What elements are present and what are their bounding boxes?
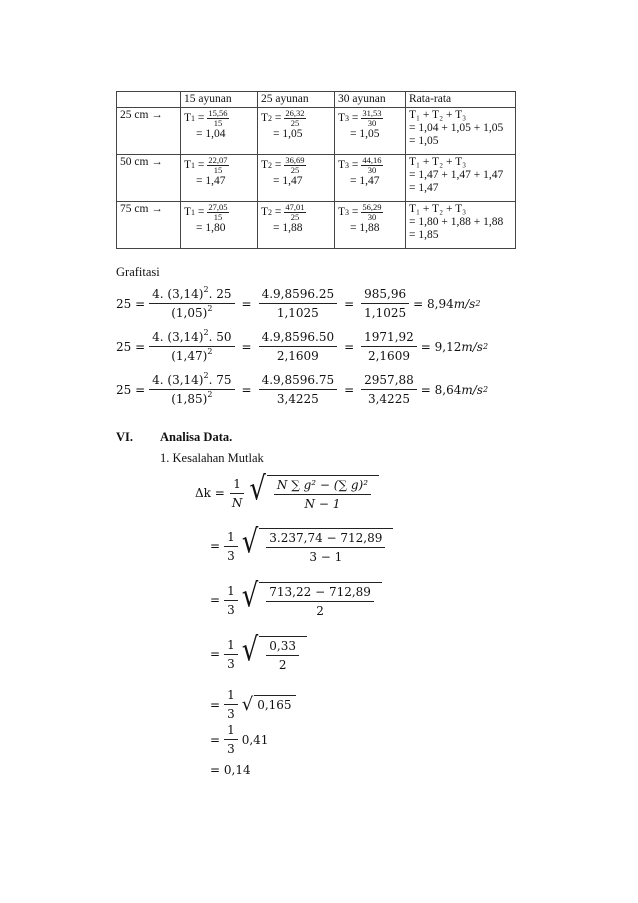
fraction <box>224 584 238 617</box>
square-root: √ 0,165 <box>242 695 296 715</box>
derivation-lhs: Δk = <box>195 486 225 500</box>
t-symbol: T <box>184 159 192 171</box>
numerator: 1 <box>224 638 238 655</box>
row-label: 75 cm → <box>117 202 181 249</box>
denominator: 3 − 1 <box>309 550 343 564</box>
denominator-base: (1,47) <box>171 349 208 363</box>
t-subscript: 1 <box>191 208 196 217</box>
average-line: = 1,04 + 1,05 + 1,05 <box>409 122 504 134</box>
equals: = <box>210 593 221 607</box>
denominator: 3 <box>227 548 235 563</box>
t-subscript: 3 <box>345 161 350 170</box>
fraction <box>149 287 234 320</box>
table-row <box>117 108 516 155</box>
section-number: VI. <box>116 430 134 444</box>
fraction <box>259 330 338 363</box>
denominator-base: (1,85) <box>171 392 208 406</box>
data-table <box>116 91 516 249</box>
square-root: √ $\frac{0,33}{2}$ <box>242 636 307 672</box>
t2-cell: T 2 = $\frac{36,69}{25}$ = 1,47 <box>258 155 335 202</box>
exponent: 2 <box>207 390 213 399</box>
fraction-denominator: 25 <box>290 118 300 128</box>
derivation-final: = 0,14 <box>210 763 251 777</box>
period-result: = 1,88 <box>273 222 303 234</box>
t1-cell: T 1 = $\frac{22,07}{15}$ = 1,47 <box>181 155 258 202</box>
t1-cell: T 1 = $\frac{27,05}{15}$ = 1,80 <box>181 202 258 249</box>
table-row <box>117 202 516 249</box>
fraction <box>224 723 238 756</box>
t3-cell: T 3 = $\frac{31,53}{30}$ = 1,05 <box>335 108 406 155</box>
list-item: 1. Kesalahan Mutlak <box>160 451 264 465</box>
t-subscript: 3 <box>345 114 350 123</box>
t-symbol: T <box>261 206 269 218</box>
t-symbol: T <box>338 206 346 218</box>
denominator: 1,1025 <box>364 306 407 320</box>
average-line: T₁ + T₂ + T₃ <box>409 203 467 215</box>
period-fraction <box>207 203 228 222</box>
fraction <box>224 530 238 563</box>
header-15-ayunan: 15 ayunan <box>181 92 258 108</box>
period-fraction <box>207 109 228 128</box>
period-result: = 1,47 <box>273 175 303 187</box>
period-result: = 1,05 <box>350 128 380 140</box>
fraction-denominator: 25 <box>290 165 300 175</box>
t2-cell: T 2 = $\frac{47,01}{25}$ = 1,88 <box>258 202 335 249</box>
fraction-numerator: 31,53 <box>362 108 382 118</box>
t3-cell: T 3 = $\frac{44,16}{30}$ = 1,47 <box>335 155 406 202</box>
numerator-base: 4. (3,14) <box>152 330 204 344</box>
derivation-step <box>210 723 268 756</box>
fraction-denominator: 15 <box>213 118 223 128</box>
period-result: = 1,88 <box>350 222 380 234</box>
fraction-denominator: 15 <box>213 165 223 175</box>
fraction-denominator: 25 <box>290 212 300 222</box>
radicand: 0,165 <box>254 695 295 715</box>
numerator: 1 <box>224 688 238 705</box>
fraction <box>149 373 234 406</box>
derivation-formula <box>195 470 379 511</box>
period-result: = 1,80 <box>196 222 226 234</box>
denominator: 3 <box>227 707 235 721</box>
denominator: 2,1609 <box>367 349 410 363</box>
average-line: T₁ + T₂ + T₃ <box>409 109 467 121</box>
fraction-numerator: 47,01 <box>285 202 305 212</box>
period-fraction <box>361 156 382 175</box>
numerator: 985,96 <box>361 287 409 304</box>
fraction <box>274 478 371 511</box>
t-symbol: T <box>338 112 346 124</box>
fraction <box>266 585 374 618</box>
t-symbol: T <box>184 112 192 124</box>
fraction <box>224 688 238 721</box>
result: = 8,94 <box>413 296 454 311</box>
equals: = <box>210 697 221 712</box>
denominator: 3,4225 <box>367 392 410 406</box>
numerator: 1971,92 <box>361 330 417 347</box>
fraction <box>361 330 417 363</box>
period-result: = 1,04 <box>196 128 226 140</box>
equals: = <box>210 539 221 553</box>
t-symbol: T <box>261 159 269 171</box>
square-root: √ $\frac{713,22 - 712,89}{2}$ <box>242 582 382 618</box>
average-line: = 1,05 <box>409 135 439 147</box>
average-line: = 1,85 <box>409 229 439 241</box>
t-subscript: 2 <box>268 161 273 170</box>
numerator: 0,33 <box>266 639 299 656</box>
numerator: 4.9,8596.75 <box>259 373 338 390</box>
unit: m/s <box>453 296 476 311</box>
unit: m/s <box>461 382 483 397</box>
denominator: N − 1 <box>304 497 341 511</box>
t-subscript: 2 <box>268 208 273 217</box>
numerator: 1 <box>224 584 238 601</box>
denominator: 2 <box>316 604 324 618</box>
exponent: 2 <box>203 285 209 294</box>
numerator-base: 4. (3,14) <box>152 373 204 387</box>
numerator: 1 <box>230 477 244 494</box>
numerator-tail: . 75 <box>208 373 232 387</box>
derivation-step <box>210 688 296 721</box>
average-line: = 1,80 + 1,88 + 1,88 <box>409 216 504 228</box>
denominator-base: (1,05) <box>171 306 208 320</box>
gravity-equation: 25 = $\frac{4. (3,14)^2. 75}{(1,85)^2}$ = $\frac{4.9,8596.75}{3,4225}$ = $\frac{2957,88}{3,4225}$ = 8,64 m/s 2 <box>116 371 489 406</box>
t-symbol: T <box>261 112 269 124</box>
fraction-numerator: 15,56 <box>208 108 228 118</box>
header-25-ayunan: 25 ayunan <box>258 92 335 108</box>
denominator: 3 <box>227 656 235 671</box>
numerator-tail: . 50 <box>208 330 232 344</box>
fraction-numerator: 56,29 <box>362 202 382 212</box>
numerator: 1 <box>224 723 238 740</box>
result: = 8,64 <box>420 382 462 397</box>
gravity-equation: 25 = $\frac{4. (3,14)^2. 50}{(1,47)^2}$ = $\frac{4.9,8596.50}{2,1609}$ = $\frac{1971,92}{2,1609}$ = 9,12 m/s 2 <box>116 328 489 363</box>
step-value: 0,41 <box>241 732 269 747</box>
t3-cell: T 3 = $\frac{56,29}{30}$ = 1,88 <box>335 202 406 249</box>
denominator: N <box>231 495 243 510</box>
numerator-base: 4. (3,14) <box>152 287 204 301</box>
row-label: 25 cm → <box>117 108 181 155</box>
section-title: Analisa Data. <box>160 430 233 444</box>
derivation-step <box>210 523 393 564</box>
average-line: = 1,47 <box>409 182 439 194</box>
fraction <box>361 287 409 320</box>
exponent: 2 <box>203 371 209 380</box>
fraction-numerator: 26,32 <box>285 108 305 118</box>
header-rata-rata: Rata-rata <box>406 92 516 108</box>
fraction <box>259 287 338 320</box>
header-30-ayunan: 30 ayunan <box>335 92 406 108</box>
numerator: 4.9,8596.25 <box>259 287 338 304</box>
fraction <box>361 373 417 406</box>
exponent: 2 <box>207 304 213 313</box>
denominator: 2 <box>278 658 287 672</box>
fraction <box>149 330 234 363</box>
gravity-equation: 25 = $\frac{4. (3,14)^2. 25}{(1,05)^2}$ = $\frac{4.9,8596.25}{1,1025}$ = $\frac{985,96}{1,1025}$ = 8,94 m/s 2 <box>116 285 481 320</box>
denominator: 3 <box>227 602 235 617</box>
unit: m/s <box>461 339 483 354</box>
t-subscript: 3 <box>345 208 350 217</box>
numerator: 4.9,8596.50 <box>259 330 338 347</box>
t-symbol: T <box>184 206 192 218</box>
derivation-step <box>210 631 307 672</box>
equation-lhs: 25 = <box>116 382 146 397</box>
exponent: 2 <box>203 328 209 337</box>
fraction <box>259 373 338 406</box>
table-row <box>117 155 516 202</box>
fraction-numerator: 44,16 <box>362 155 382 165</box>
fraction-denominator: 30 <box>367 212 377 222</box>
fraction-denominator: 30 <box>367 165 377 175</box>
period-result: = 1,05 <box>273 128 303 140</box>
t2-cell: T 2 = $\frac{26,32}{25}$ = 1,05 <box>258 108 335 155</box>
fraction <box>229 477 246 510</box>
fraction <box>224 638 238 671</box>
numerator: 3.237,74 − 712,89 <box>266 531 385 548</box>
denominator: 2,1609 <box>276 349 319 363</box>
numerator: 713,22 − 712,89 <box>266 585 374 602</box>
period-fraction <box>284 109 305 128</box>
t-subscript: 2 <box>268 114 273 123</box>
table-header-row <box>117 92 516 108</box>
denominator: 3 <box>227 742 235 756</box>
period-fraction <box>284 203 305 222</box>
fraction <box>266 639 299 672</box>
exponent: 2 <box>207 347 213 356</box>
equals: = <box>210 732 221 747</box>
header-cell-blank <box>117 92 181 108</box>
fraction-numerator: 27,05 <box>208 202 228 212</box>
denominator: 3,4225 <box>276 392 319 406</box>
t-subscript: 1 <box>191 161 196 170</box>
average-line: = 1,47 + 1,47 + 1,47 <box>409 169 504 181</box>
fraction <box>266 531 385 564</box>
period-fraction <box>361 109 382 128</box>
result: = 9,12 <box>420 339 462 354</box>
period-fraction <box>284 156 305 175</box>
average-cell <box>406 155 516 202</box>
numerator: N ∑ g² − (∑ g)² <box>274 478 371 495</box>
average-line: T₁ + T₂ + T₃ <box>409 156 467 168</box>
numerator: 2957,88 <box>361 373 417 390</box>
square-root: √ $\frac{\text{N ∑ g² − (∑ g)²}}{N - 1}$ <box>249 475 379 511</box>
fraction-numerator: 22,07 <box>208 155 228 165</box>
t1-cell: T 1 = $\frac{15,56}{15}$ = 1,04 <box>181 108 258 155</box>
fraction-numerator: 36,69 <box>285 155 305 165</box>
derivation-step <box>210 577 382 618</box>
t-symbol: T <box>338 159 346 171</box>
period-fraction <box>207 156 228 175</box>
numerator: 1 <box>224 530 238 547</box>
equation-lhs: 25 = <box>116 296 146 311</box>
period-result: = 1,47 <box>350 175 380 187</box>
average-cell <box>406 202 516 249</box>
equals: = <box>210 647 221 661</box>
fraction-denominator: 15 <box>213 212 223 222</box>
numerator-tail: . 25 <box>208 287 232 301</box>
t-subscript: 1 <box>191 114 196 123</box>
average-cell <box>406 108 516 155</box>
row-label: 50 cm → <box>117 155 181 202</box>
fraction-denominator: 30 <box>367 118 377 128</box>
gravity-title: Grafitasi <box>116 265 160 279</box>
equation-lhs: 25 = <box>116 339 146 354</box>
period-result: = 1,47 <box>196 175 226 187</box>
square-root: √ $\frac{3.237,74 - 712,89}{3 - 1}$ <box>242 528 394 564</box>
denominator: 1,1025 <box>276 306 319 320</box>
period-fraction <box>361 203 382 222</box>
